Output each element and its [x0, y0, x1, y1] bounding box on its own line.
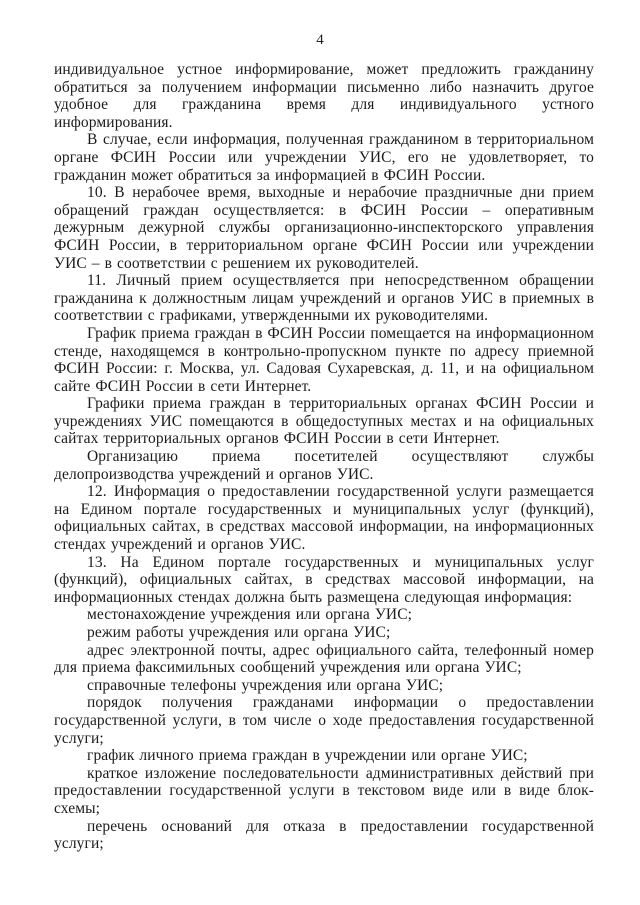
page-number: 4	[316, 32, 324, 48]
list-item-paragraph: режим работы учреждения или органа УИС;	[87, 624, 391, 641]
paragraph: В случае, если информация, полученная гражданином в территориальном органе ФСИН России или учреждении УИС, его не удовлетворяет, то гражданин может обратиться за информацией в ФСИН России.	[54, 131, 594, 184]
paragraph: 10. В нерабочее время, выходные и нерабочие праздничные дни прием обращений граждан осуществляется: в ФСИН России – оперативным дежурным дежурной службы организационно-инспекторского управления ФСИН России, в территориальном органе ФСИН России или учреждении УИС – в соответствии с решением их руководителей.	[54, 184, 594, 272]
paragraph: График приема граждан в ФСИН России помещается на информационном стенде, находящемся в контрольно-пропускном пункте по адресу приемной ФСИН России: г. Москва, ул. Садовая Сухаревская, д. 11, и на официальном сайте ФСИН России в сети Интернет.	[54, 324, 594, 395]
paragraph: индивидуальное устное информирование, может предложить гражданину обратиться за получением информации письменно либо назначить другое удобное для гражданина время для индивидуального устного информирования.	[54, 61, 594, 131]
paragraph: Графики приема граждан в территориальных органах ФСИН России и учреждениях УИС помещаются в общедоступных местах и на официальных сайтах территориальных органов ФСИН России в сети Интернет.	[54, 395, 594, 448]
list-item-paragraph: порядок получения гражданами информации о предоставлении государственной услуги, в том числе о ходе предоставления государственной услуги;	[54, 694, 594, 747]
list-item-paragraph: справочные телефоны учреждения или органа УИС;	[87, 676, 444, 694]
list-item-paragraph: краткое изложение последовательности административных действий при предоставлении государственной услуги в текстовом виде или в виде блок-схемы;	[54, 764, 594, 817]
list-item-paragraph: адрес электронной почты, адрес официального сайта, телефонный номер для приема факсимильных сообщений учреждения или органа УИС;	[54, 641, 594, 677]
list-item-paragraph: перечень оснований для отказа в предоставлении государственной услуги;	[54, 817, 594, 853]
paragraph: Организацию приема посетителей осуществляют службы делопроизводства учреждений и органов УИС.	[54, 448, 594, 483]
document-body	[54, 61, 594, 853]
list-item-paragraph: график личного приема граждан в учреждении или органе УИС;	[87, 747, 528, 765]
paragraph: 12. Информация о предоставлении государственной услуги размещается на Едином портале государственных и муниципальных услуг (функций), официальных сайтах, в средствах массовой информации, на информационных стендах учреждений и органов УИС.	[54, 483, 594, 554]
paragraph: 11. Личный прием осуществляется при непосредственном обращении гражданина к должностным лицам учреждений и органов УИС в приемных в соответствии с графиками, утвержденными их руководителями.	[54, 272, 594, 325]
paragraph: 13. На Едином портале государственных и муниципальных услуг (функций), официальных сайтах, в средствах массовой информации, на информационных стендах должна быть размещена следующая информация:	[54, 553, 594, 606]
list-item-paragraph: местонахождение учреждения или органа УИС;	[87, 606, 413, 624]
